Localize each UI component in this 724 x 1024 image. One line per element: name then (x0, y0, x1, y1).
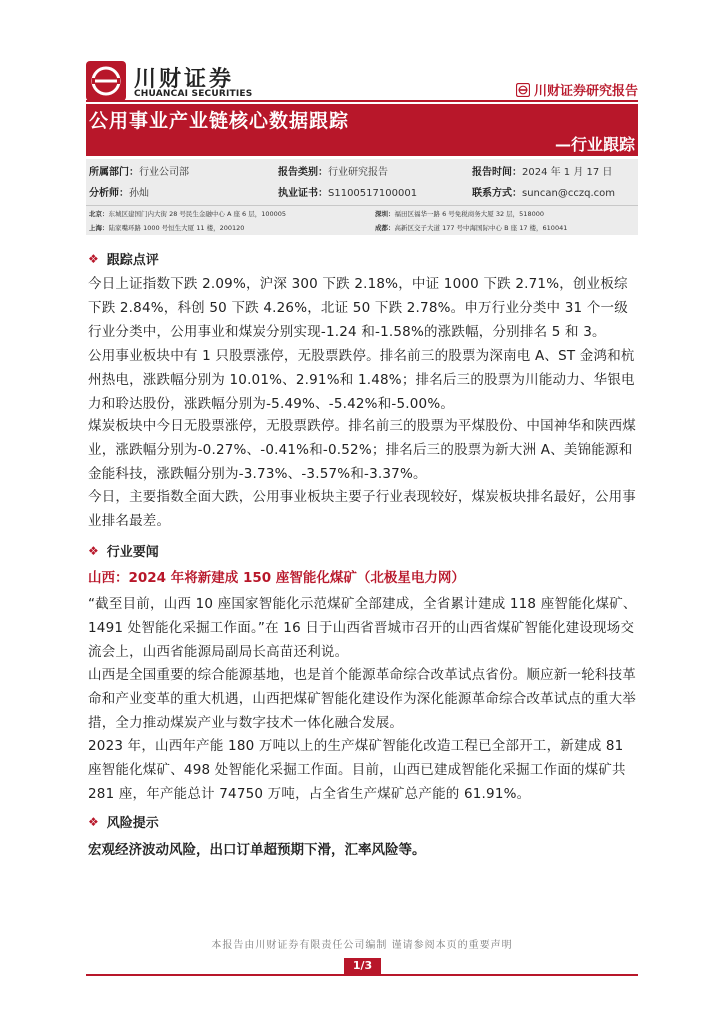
news-paragraph-1: “截至目前，山西 10 座国家智能化示范煤矿全部建成，全省累计建成 118 座智能化煤矿、1491 处智能化采掘工作面。”在 16 日于山西省晋城市召开的山西省煤矿智能化建设现场交流会上，山西省能源局副局长高苗还利说。 (88, 596, 637, 660)
meta-license (278, 184, 417, 199)
section-heading-tracking-label: 跟踪点评 (106, 253, 159, 268)
report-tag-label: 川财证券研究报告 (533, 84, 638, 99)
address-shanghai-label: 上海： (89, 224, 109, 232)
page-title: 公用事业产业链核心数据跟踪 (89, 110, 350, 132)
news-paragraph-2: 山西是全国重要的综合能源基地，也是首个能源革命综合改革试点省份。顺应新一轮科技革命和产业变革的重大机遇，山西把煤矿智能化建设作为深化能源革命综合改革试点的重大举措，全力推动煤炭产业与数字技术一体化融合发展。 (88, 667, 636, 731)
brand-name-en: CHUANCAI SECURITIES (134, 89, 253, 99)
meta-contact-label: 联系方式： (472, 188, 522, 199)
address-beijing (89, 209, 286, 218)
meta-contact (472, 184, 615, 199)
address-beijing-label: 北京： (89, 210, 109, 218)
address-shenzhen (375, 209, 544, 218)
tracking-paragraph-1: 今日上证指数下跌 2.09%，沪深 300 下跌 2.18%，中证 1000 下跌 2.71%，创业板综下跌 2.84%，科创 50 下跌 4.26%，北证 50 下跌 2.78%。申万行业分类中 31 个一级行业分类中，公用事业和煤炭分别实现-1.24 和-1.58%的涨跌幅，分别排名 5 和 3。 (88, 276, 628, 340)
diamond-bullet-icon: ❖ (88, 543, 99, 558)
meta-divider (86, 205, 638, 206)
tracking-paragraph-2: 公用事业板块中有 1 只股票涨停，无股票跌停。排名前三的股票为深南电 A、ST 金鸿和杭州热电，涨跌幅分别为 10.01%、2.91%和 1.48%；排名后三的股票为川能动力、华银电力和聆达股份，涨跌幅分别为-5.49%、-5.42%和-5.00%。 (88, 348, 635, 412)
address-shenzhen-value: 福田区福华一路 6 号免税商务大厦 32 层，518000 (394, 210, 544, 218)
news-paragraph-3: 2023 年，山西年产能 180 万吨以上的生产煤矿智能化改造工程已全部开工，新建成 81 座智能化煤矿、498 处智能化采掘工作面。目前，山西已建成智能化采掘工作面的煤矿共 281 座，年产能总计 74750 万吨，占全省生产煤矿总产能的 61.91%。 (88, 738, 626, 802)
report-tag (516, 80, 638, 99)
meta-license-value: S1100517100001 (328, 188, 418, 199)
meta-time-label: 报告时间： (472, 167, 522, 178)
address-chengdu (375, 223, 567, 232)
brand-name-cn: 川财证券 (134, 67, 235, 92)
meta-analyst-label: 分析师： (89, 188, 129, 199)
meta-dept-value: 行业公司部 (139, 167, 189, 178)
footer-divider (86, 974, 638, 976)
meta-analyst (89, 184, 149, 199)
address-shanghai-value: 陆家嘴环路 1000 号恒生大厦 11 楼，200120 (108, 224, 245, 232)
section-heading-risk-label: 风险提示 (106, 816, 159, 831)
meta-dept-label: 所属部门： (89, 167, 139, 178)
tracking-paragraph-4: 今日，主要指数全面大跌，公用事业板块主要子行业表现较好，煤炭板块排名最好，公用事业排名最差。 (88, 489, 636, 529)
meta-category (278, 163, 388, 178)
meta-dept (89, 163, 189, 178)
meta-analyst-value: 孙灿 (129, 188, 149, 199)
diamond-bullet-icon: ❖ (88, 251, 99, 266)
meta-category-label: 报告类别： (278, 167, 328, 178)
section-heading-news-label: 行业要闻 (106, 545, 159, 560)
footer-disclaimer: 本报告由川财证券有限责任公司编制 谨请参阅本页的重要声明 (211, 940, 513, 951)
section-heading-risk (88, 812, 159, 831)
risk-text: 宏观经济波动风险，出口订单超预期下滑，汇率风险等。 (88, 842, 426, 858)
header-divider (86, 100, 638, 102)
address-chengdu-label: 成都： (375, 224, 395, 232)
news-title: 山西：2024 年将新建成 150 座智能化煤矿（北极星电力网） (88, 570, 465, 586)
address-shenzhen-label: 深圳： (375, 210, 395, 218)
meta-category-value: 行业研究报告 (328, 167, 388, 178)
address-shanghai (89, 223, 244, 232)
page-number: 1/3 (344, 958, 381, 974)
section-heading-news (88, 541, 159, 560)
chuancai-logo-icon (86, 61, 126, 101)
report-tag-icon (516, 83, 530, 97)
meta-time (472, 163, 612, 178)
tracking-paragraph-3: 煤炭板块中今日无股票涨停，无股票跌停。排名前三的股票为平煤股份、中国神华和陕西煤业，涨跌幅分别为-0.27%、-0.41%和-0.52%；排名后三的股票为新大洲 A、美锦能源和金能科技，涨跌幅分别为-3.73%、-3.57%和-3.37%。 (88, 418, 636, 482)
address-chengdu-value: 高新区交子大道 177 号中海国际中心 B 座 17 楼，610041 (394, 224, 568, 232)
meta-time-value: 2024 年 1 月 17 日 (522, 167, 613, 178)
meta-contact-value: suncan@cczq.com (522, 188, 615, 199)
section-heading-tracking (88, 249, 159, 268)
diamond-bullet-icon: ❖ (88, 814, 99, 829)
meta-license-label: 执业证书： (278, 188, 328, 199)
page-subtitle: —行业跟踪 (554, 135, 635, 154)
address-beijing-value: 东城区建国门内大街 28 号民生金融中心 A 座 6 层，100005 (108, 210, 287, 218)
